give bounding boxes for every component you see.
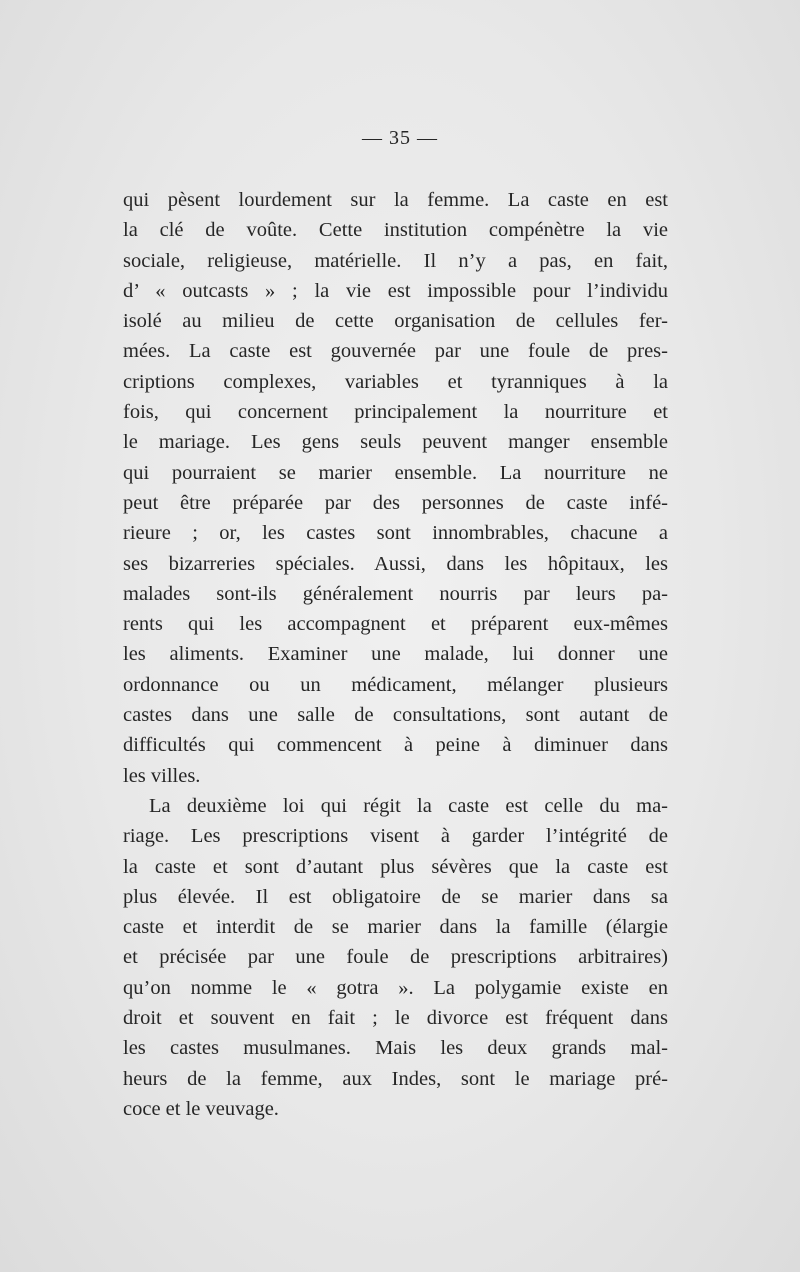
text-line: droit et souvent en fait ; le divorce est fréquent dans <box>123 1007 668 1030</box>
text-line: coce et le veuvage. <box>123 1097 279 1120</box>
text-line: difficultés qui commencent à peine à diminuer dans <box>123 734 668 757</box>
text-line: la clé de voûte. Cette institution compénètre la vie <box>123 219 668 242</box>
text-line: d’ « outcasts » ; la vie est impossible pour l’individu <box>123 279 668 302</box>
text-line: castes dans une salle de consultations, sont autant de <box>123 704 668 727</box>
text-line: les castes musulmanes. Mais les deux grands mal- <box>123 1037 668 1060</box>
text-line: heurs de la femme, aux Indes, sont le mariage pré- <box>123 1067 668 1090</box>
text-line: qui pourraient se marier ensemble. La nourriture ne <box>123 461 668 484</box>
text-line: le mariage. Les gens seuls peuvent manger ensemble <box>123 431 668 454</box>
page-number: — 35 — <box>362 127 438 149</box>
text-line: sociale, religieuse, matérielle. Il n’y a pas, en fait, <box>123 249 668 272</box>
text-line: caste et interdit de se marier dans la famille (élargie <box>123 916 668 939</box>
paragraph-1 <box>123 185 668 791</box>
text-line: malades sont-ils généralement nourris par leurs pa- <box>123 582 668 605</box>
text-line: ses bizarreries spéciales. Aussi, dans les hôpitaux, les <box>123 552 668 575</box>
text-line: rieure ; or, les castes sont innombrables, chacune a <box>123 522 668 545</box>
text-line: criptions complexes, variables et tyranniques à la <box>123 370 668 393</box>
text-line: les aliments. Examiner une malade, lui donner une <box>123 643 668 666</box>
paragraph-2 <box>123 791 668 1124</box>
body-text <box>123 185 668 1124</box>
text-line: fois, qui concernent principalement la nourriture et <box>123 401 668 424</box>
text-line: riage. Les prescriptions visent à garder l’intégrité de <box>123 825 668 848</box>
text-line: qui pèsent lourdement sur la femme. La caste en est <box>123 189 668 211</box>
text-line: la caste et sont d’autant plus sévères que la caste est <box>123 855 668 878</box>
text-line: rents qui les accompagnent et préparent eux-mêmes <box>123 613 668 636</box>
text-line: peut être préparée par des personnes de caste infé- <box>123 491 668 514</box>
text-line: ordonnance ou un médicament, mélanger plusieurs <box>123 673 668 696</box>
text-line: qu’on nomme le « gotra ». La polygamie existe en <box>123 976 668 999</box>
text-line: isolé au milieu de cette organisation de cellules fer- <box>123 310 668 333</box>
text-line: mées. La caste est gouvernée par une foule de pres- <box>123 340 668 363</box>
text-line: les villes. <box>123 764 201 787</box>
text-line: La deuxième loi qui régit la caste est celle du ma- <box>149 794 668 817</box>
text-line: et précisée par une foule de prescriptions arbitraires) <box>123 946 668 969</box>
text-line: plus élevée. Il est obligatoire de se marier dans sa <box>123 885 668 908</box>
